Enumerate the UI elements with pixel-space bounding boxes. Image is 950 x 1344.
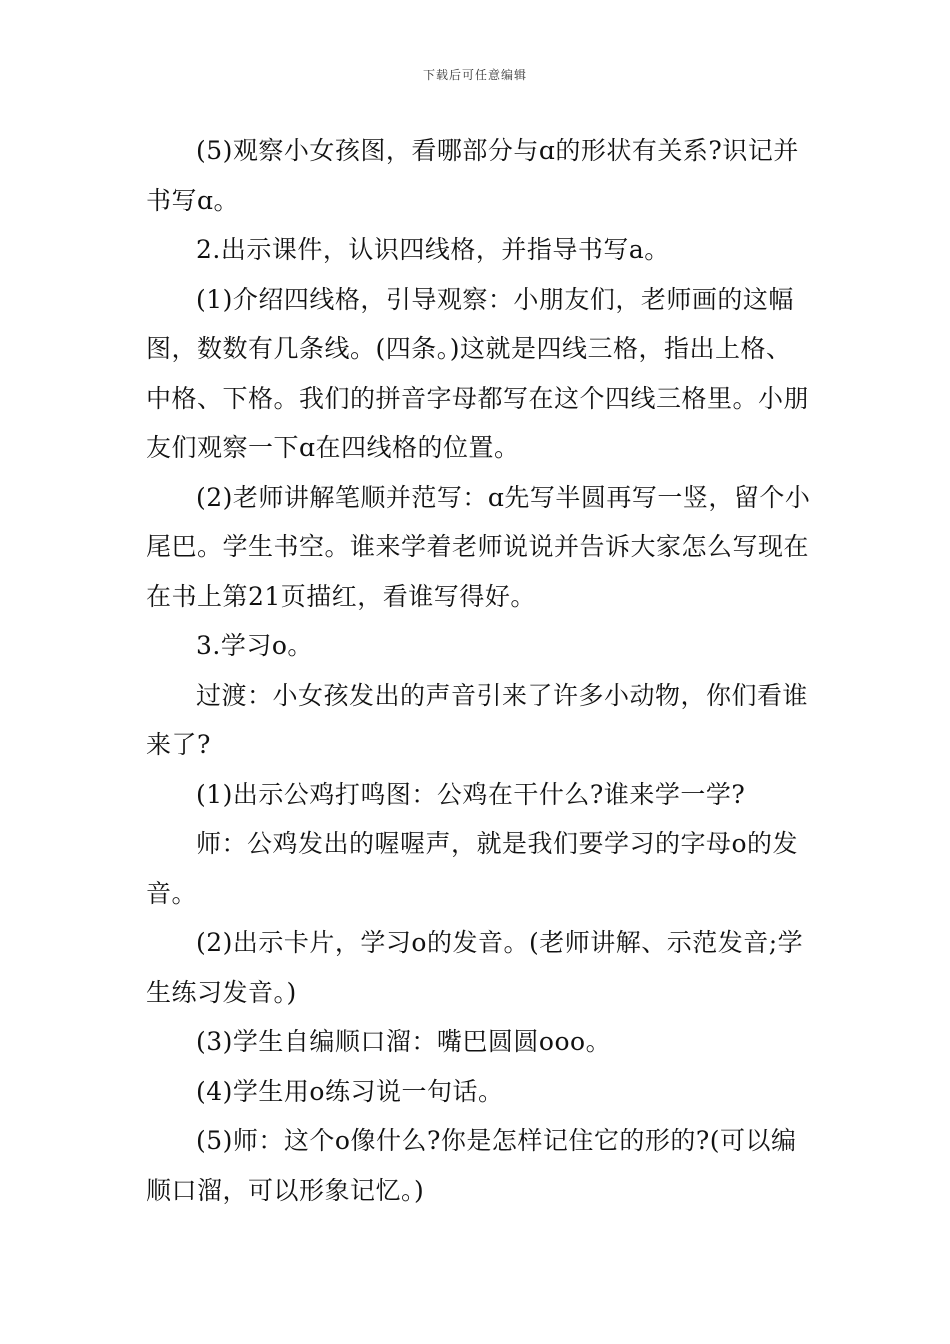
paragraph-learn-o: 3.学习o。 (196, 631, 313, 660)
paragraph-rooster-image: (1)出示公鸡打鸣图：公鸡在干什么?谁来学一学? (196, 779, 746, 809)
page-header-note: 下载后可任意编辑 (422, 68, 527, 82)
paragraph-observe-girl: (5)观察小女孩图，看哪部分与ɑ的形状有关系?识记并书写ɑ。 (146, 136, 799, 215)
paragraph-show-courseware: 2.出示课件，认识四线格，并指导书写a。 (196, 235, 670, 264)
paragraph-stroke-order: (2)老师讲解笔顺并范写：ɑ先写半圆再写一竖，留个小尾巴。学生书空。谁来学着老师说说并告诉大家怎么写现在在书上第21页描红，看谁写得好。 (146, 482, 811, 611)
paragraph-transition: 过渡：小女孩发出的声音引来了许多小动物，你们看谁来了? (146, 680, 809, 759)
paragraph-four-line-grid: (1)介绍四线格，引导观察：小朋友们，老师画的这幅图，数数有几条线。(四条。)这就是四线三格，指出上格、中格、下格。我们的拼音字母都写在这个四线三格里。小朋友们观察一下ɑ在四线格的位置。 (146, 284, 810, 462)
document-body (146, 126, 812, 1215)
paragraph-sentence-practice: (4)学生用o练习说一句话。 (196, 1076, 504, 1106)
paragraph-what-o-looks-like: (5)师：这个o像什么?你是怎样记住它的形的?(可以编顺口溜，可以形象记忆。) (146, 1126, 797, 1205)
paragraph-show-card: (2)出示卡片，学习o的发音。(老师讲解、示范发音;学生练习发音。) (146, 928, 804, 1007)
paragraph-rhyme: (3)学生自编顺口溜：嘴巴圆圆ooo。 (196, 1027, 612, 1056)
paragraph-teacher-rooster: 师：公鸡发出的喔喔声，就是我们要学习的字母o的发音。 (146, 829, 799, 908)
